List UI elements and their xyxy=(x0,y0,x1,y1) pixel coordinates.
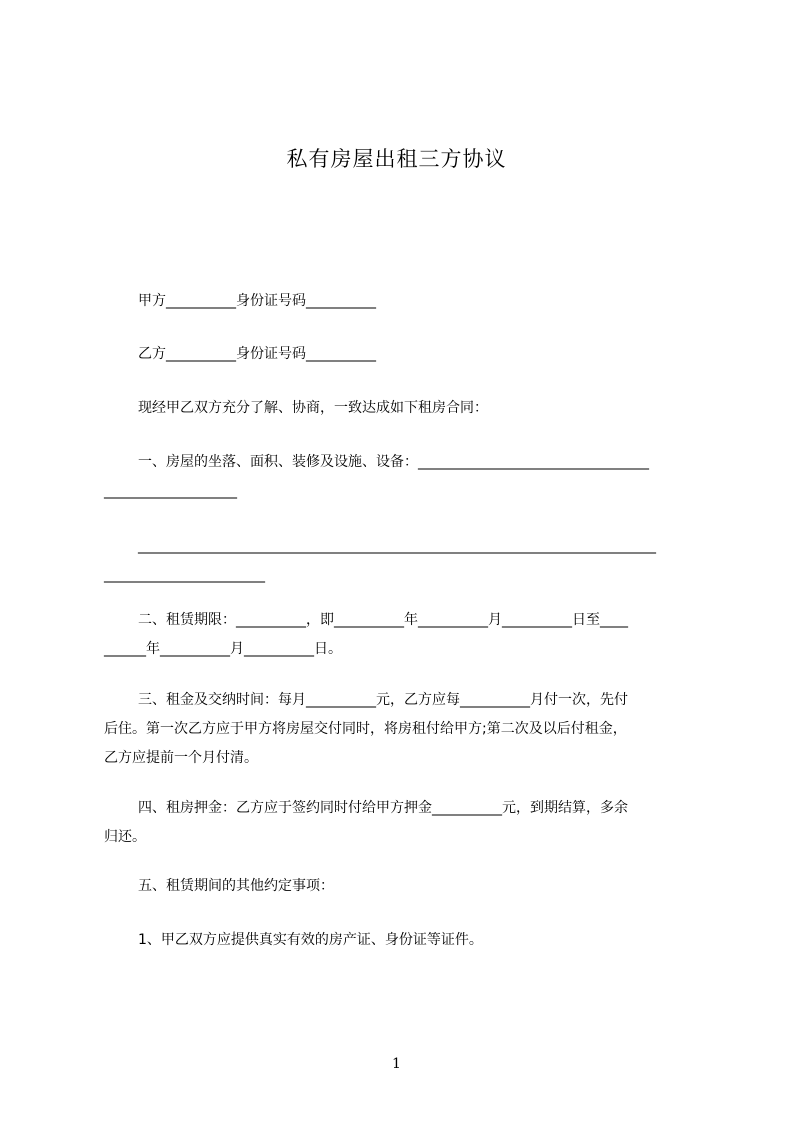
clause-2-line-1: 二、租赁期限：__________，即__________年__________月__________日至____ xyxy=(138,612,628,628)
clause-3 xyxy=(104,686,700,773)
clause-1-line-2: ___________________ xyxy=(104,483,237,499)
clause-3-line-3: 乙方应提前一个月付清。 xyxy=(104,750,258,766)
document-title: 私有房屋出租三方协议 xyxy=(286,147,507,171)
clause-1-line-1: 一、房屋的坐落、面积、装修及设施、设备：_________________________________ xyxy=(138,454,649,470)
clause-1-continued xyxy=(104,532,700,590)
clause-4-line-2: 归还。 xyxy=(104,829,146,845)
clause-1 xyxy=(104,448,700,506)
clause-2-line-2: ______年__________月__________日。 xyxy=(104,641,342,657)
party-a-text: 甲方__________身份证号码__________ xyxy=(138,293,376,309)
clause-4 xyxy=(104,794,700,852)
clause-3-line-1: 三、租金及交纳时间：每月__________元，乙方应每__________月付一次，先付 xyxy=(138,692,628,708)
clause-5 xyxy=(104,872,700,901)
page-number: 1 xyxy=(392,1056,401,1072)
party-b-line xyxy=(104,340,700,369)
clause-2 xyxy=(104,606,700,664)
party-a-line xyxy=(104,287,700,316)
clause-4-line-1: 四、租房押金：乙方应于签约同时付给甲方押金__________元，到期结算，多余 xyxy=(138,800,628,816)
clause-5-item-1-text: 1、甲乙双方应提供真实有效的房产证、身份证等证件。 xyxy=(138,932,483,948)
intro-text: 现经甲乙双方充分了解、协商，一致达成如下租房合同： xyxy=(138,400,488,416)
clause-3-line-2: 后住。第一次乙方应于甲方将房屋交付同时，将房租付给甲方;第二次及以后付租金， xyxy=(104,721,627,737)
clause-1-line-4: _______________________ xyxy=(104,567,265,583)
clause-1-line-3: __________________________________________________________________________ xyxy=(138,538,656,554)
clause-5-heading: 五、租赁期间的其他约定事项： xyxy=(138,878,334,894)
party-b-text: 乙方__________身份证号码__________ xyxy=(138,346,376,362)
clause-5-item-1 xyxy=(104,926,700,955)
intro-paragraph xyxy=(104,394,700,423)
